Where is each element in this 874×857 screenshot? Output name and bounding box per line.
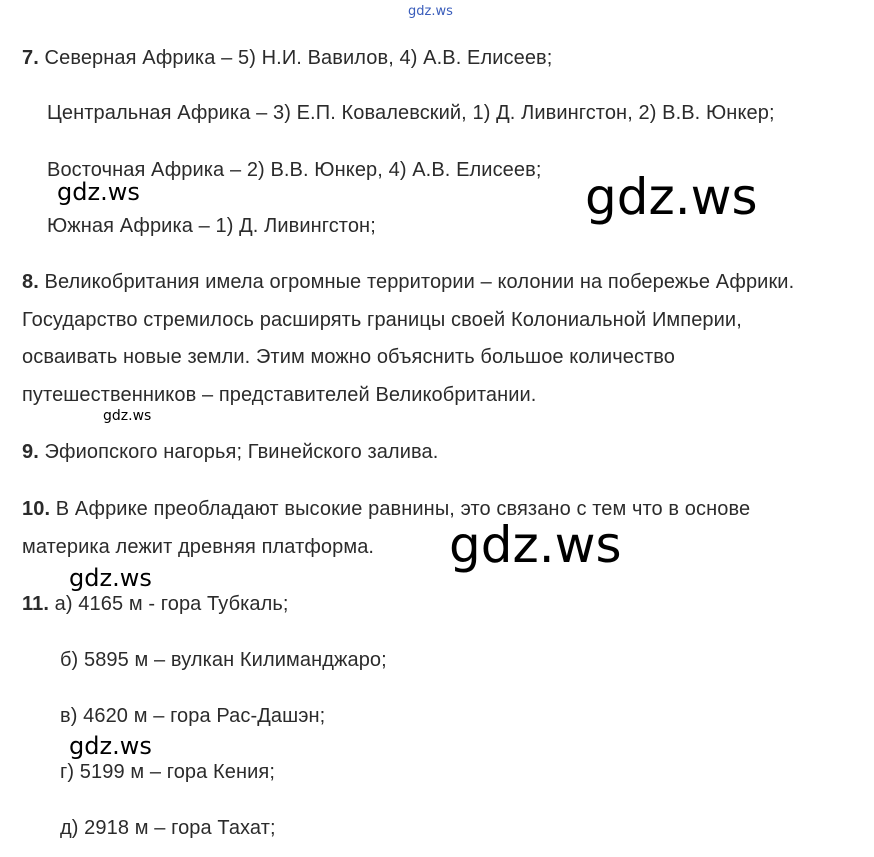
q11-line-d: г) 5199 м – гора Кения; [60,761,276,783]
q7-line-3: Восточная Африка – 2) В.В. Юнкер, 4) А.В. Елисеев; [47,159,542,181]
q7-line-1 [22,46,552,70]
q8-number: 8. [22,271,39,293]
watermark: gdz.ws [69,564,152,592]
q11-number: 11. [22,593,49,615]
q10-line-1 [22,497,750,521]
watermark: gdz.ws [585,168,758,226]
q9-text: Эфиопского нагорья; Гвинейского залива. [38,441,439,463]
q10-line-2: материка лежит древняя платформа. [22,536,375,558]
watermark: gdz.ws [103,408,152,424]
watermark: gdz.ws [57,178,140,206]
watermark-top: gdz.ws [408,4,453,19]
q11-line-c: в) 4620 м – гора Рас-Дашэн; [60,705,326,727]
q7-text: Северная Африка – 5) Н.И. Вавилов, 4) А.В. Елисеев; [38,47,553,69]
q8-line-3: осваивать новые земли. Этим можно объяснить большое количество [22,346,676,368]
q11-line-e: д) 2918 м – гора Тахат; [60,817,276,839]
q8-text: Великобритания имела огромные территории – колонии на побережье Африки. [38,271,795,293]
q8-line-1 [22,270,794,294]
q7-line-2: Центральная Африка – 3) Е.П. Ковалевский, 1) Д. Ливингстон, 2) В.В. Юнкер; [47,102,775,124]
watermark: gdz.ws [449,516,622,574]
q9-line-1 [22,440,438,464]
q11-line-a [22,592,289,616]
q10-number: 10. [22,498,51,520]
q9-number: 9. [22,441,39,463]
q11-item-a: а) 4165 м - гора Тубкаль; [49,593,289,615]
q10-text: В Африке преобладают высокие равнины, это связано с тем что в основе [50,498,751,520]
q8-line-2: Государство стремилось расширять границы своей Колониальной Империи, [22,309,742,331]
q7-line-4: Южная Африка – 1) Д. Ливингстон; [47,215,376,237]
q7-number: 7. [22,47,39,69]
watermark: gdz.ws [69,732,152,760]
q11-line-b: б) 5895 м – вулкан Килиманджаро; [60,649,387,671]
q8-line-4: путешественников – представителей Великобритании. [22,384,537,406]
